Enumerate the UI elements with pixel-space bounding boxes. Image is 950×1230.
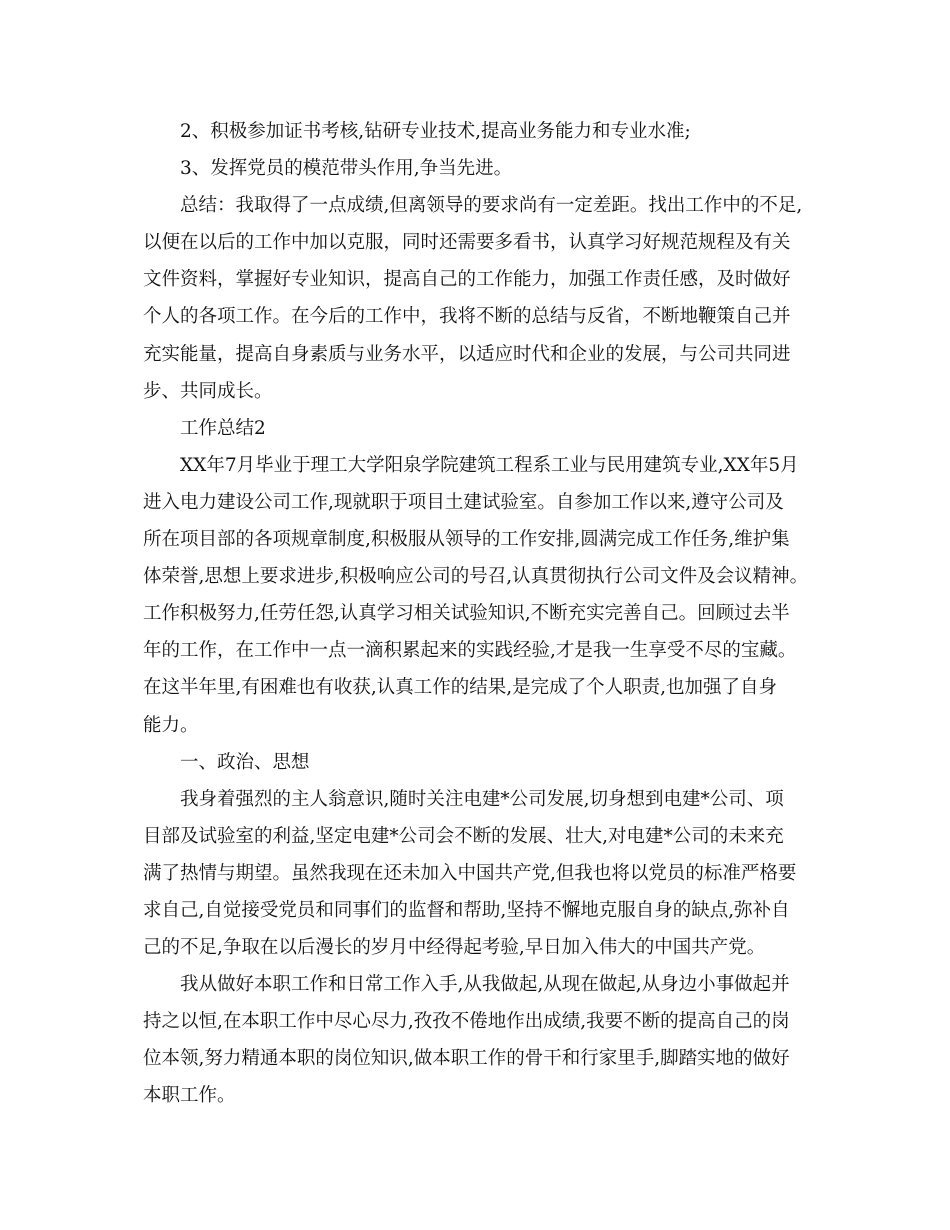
intro-paragraph-line: XX年7月毕业于理工大学阳泉学院建筑工程系工业与民用建筑专业,XX年5月 — [180, 454, 799, 476]
intro-paragraph-line: 能力。 — [143, 714, 199, 736]
work-paragraph-line: 我从做好本职工作和日常工作入手,从我做起,从现在做起,从身边小事做起并 — [180, 974, 790, 996]
intro-paragraph-line: 在这半年里,有困难也有收获,认真工作的结果,是完成了个人职责,也加强了自身 — [143, 677, 778, 699]
body-text — [143, 113, 823, 1115]
summary-paragraph-line: 个人的各项工作。在今后的工作中，我将不断的总结与反省，不断地鞭策自己并 — [143, 306, 791, 328]
work-paragraph-line: 本职工作。 — [143, 1085, 236, 1107]
summary-paragraph-line: 文件资料，掌握好专业知识，提高自己的工作能力，加强工作责任感，及时做好 — [143, 269, 791, 291]
politics-paragraph-line: 我身着强烈的主人翁意识,随时关注电建*公司发展,切身想到电建*公司、项 — [180, 788, 784, 810]
intro-paragraph-line: 进入电力建设公司工作,现就职于项目土建试验室。自参加工作以来,遵守公司及 — [143, 491, 784, 513]
politics-paragraph-line: 己的不足,争取在以后漫长的岁月中经得起考验,早日加入伟大的中国共产党。 — [143, 937, 766, 959]
summary-paragraph-line: 步、共同成长。 — [143, 380, 273, 402]
intro-paragraph-line: 所在项目部的各项规章制度,积极服从领导的工作安排,圆满完成工作任务,维护集 — [143, 529, 790, 551]
intro-paragraph-line: 工作积极努力,任劳任怨,认真学习相关试验知识,不断充实完善自己。回顾过去半 — [143, 603, 790, 625]
intro-paragraph-line: 体荣誉,思想上要求进步,积极响应公司的号召,认真贯彻执行公司文件及会议精神。 — [143, 566, 809, 588]
summary-paragraph-line: 总结：我取得了一点成绩,但离领导的要求尚有一定差距。找出工作中的不足, — [180, 195, 803, 217]
section-heading: 一、政治、思想 — [180, 751, 310, 773]
politics-paragraph-line: 满了热情与期望。虽然我现在还未加入中国共产党,但我也将以党员的标准严格要 — [143, 862, 797, 884]
politics-paragraph-line: 目部及试验室的利益,坚定电建*公司会不断的发展、壮大,对电建*公司的未来充 — [143, 825, 784, 847]
intro-paragraph-line: 年的工作，在工作中一点一滴积累起来的实践经验,才是我一生享受不尽的宝藏。 — [143, 640, 797, 662]
list-item-3: 3、发挥党员的模范带头作用,争当先进。 — [180, 158, 513, 180]
summary-paragraph-line: 充实能量，提高自身素质与业务水平，以适应时代和企业的发展，与公司共同进 — [143, 343, 791, 365]
work-paragraph-line: 持之以恒,在本职工作中尽心尽力,孜孜不倦地作出成绩,我要不断的提高自己的岗 — [143, 1011, 790, 1033]
work-paragraph-line: 位本领,努力精通本职的岗位知识,做本职工作的骨干和行家里手,脚踏实地的做好 — [143, 1048, 790, 1070]
section-title: 工作总结2 — [180, 417, 266, 439]
politics-paragraph-line: 求自己,自觉接受党员和同事们的监督和帮助,坚持不懈地克服自身的缺点,弥补自 — [143, 899, 790, 921]
list-item-2: 2、积极参加证书考核,钻研专业技术,提高业务能力和专业水准; — [180, 121, 691, 142]
summary-paragraph-line: 以便在以后的工作中加以克服，同时还需要多看书，认真学习好规范规程及有关 — [143, 232, 791, 254]
